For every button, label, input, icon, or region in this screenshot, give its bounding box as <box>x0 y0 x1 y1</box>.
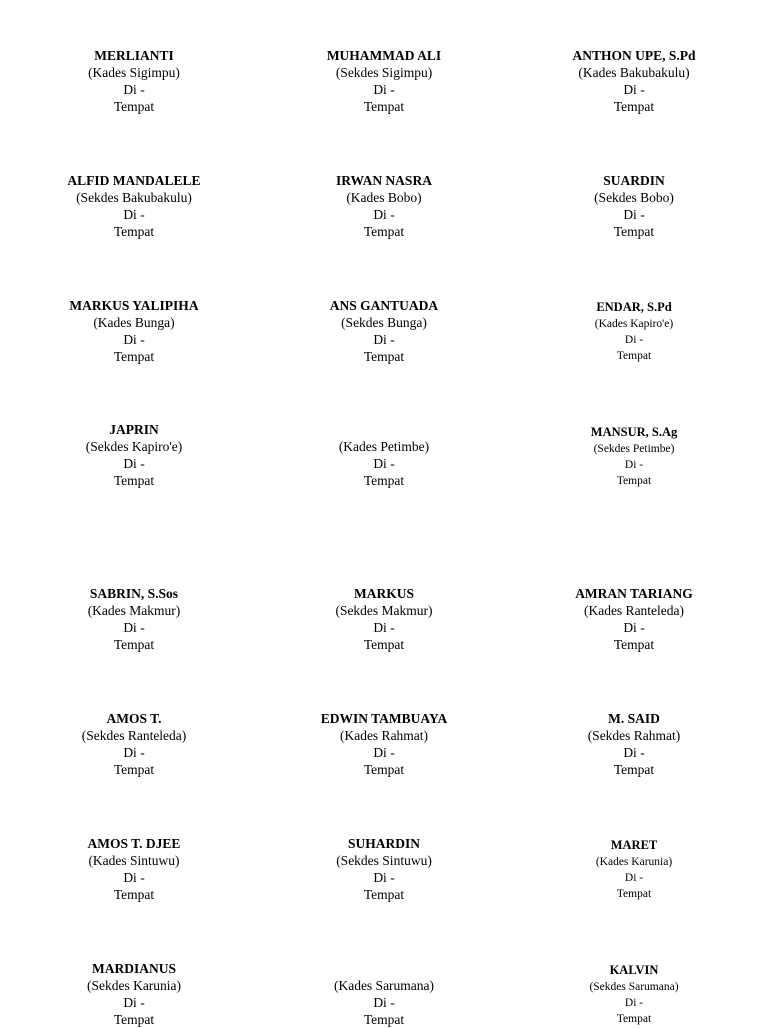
address-label <box>14 960 254 1028</box>
recipient-role: (Sekdes Sarumana) <box>589 981 679 993</box>
recipient-name: ANTHON UPE, S.Pd <box>572 48 696 63</box>
tempat-text: Tempat <box>113 887 155 902</box>
tempat-text: Tempat <box>616 350 652 362</box>
di-text: Di - <box>373 870 395 885</box>
address-label <box>264 585 504 653</box>
recipient-role: (Sekdes Bakubakulu) <box>76 190 192 205</box>
recipient-name: AMRAN TARIANG <box>575 586 693 601</box>
address-label <box>14 297 254 365</box>
recipient-role: (Kades Petimbe) <box>338 439 430 454</box>
tempat-text: Tempat <box>613 762 655 777</box>
di-text: Di - <box>623 620 645 635</box>
recipient-role: (Sekdes Sintuwu) <box>336 853 432 868</box>
recipient-name: KALVIN <box>609 963 659 977</box>
recipient-role: (Kades Ranteleda) <box>583 603 685 618</box>
tempat-text: Tempat <box>363 637 405 652</box>
address-label <box>264 710 504 778</box>
tempat-text: Tempat <box>616 888 652 900</box>
di-text: Di - <box>624 872 644 884</box>
address-label <box>514 47 754 115</box>
address-label <box>514 962 754 1027</box>
recipient-role: (Kades Rahmat) <box>339 728 429 743</box>
tempat-text: Tempat <box>113 99 155 114</box>
recipient-name: EDWIN TAMBUAYA <box>320 711 448 726</box>
address-label <box>264 960 504 1028</box>
address-label <box>14 47 254 115</box>
recipient-name: AMOS T. <box>106 711 162 726</box>
address-label <box>514 299 754 364</box>
tempat-text: Tempat <box>113 224 155 239</box>
di-text: Di - <box>373 995 395 1010</box>
tempat-text: Tempat <box>113 473 155 488</box>
tempat-text: Tempat <box>613 637 655 652</box>
recipient-role: (Sekdes Bobo) <box>594 190 674 205</box>
di-text: Di - <box>123 995 145 1010</box>
tempat-text: Tempat <box>613 224 655 239</box>
recipient-name: SABRIN, S.Sos <box>89 586 179 601</box>
di-text: Di - <box>123 870 145 885</box>
address-label <box>264 172 504 240</box>
recipient-role: (Sekdes Bunga) <box>341 315 427 330</box>
address-label <box>14 585 254 653</box>
address-label <box>514 837 754 902</box>
tempat-text: Tempat <box>613 99 655 114</box>
recipient-name: ALFID MANDALELE <box>67 173 201 188</box>
address-label <box>264 835 504 903</box>
recipient-role: (Sekdes Ranteleda) <box>81 728 187 743</box>
tempat-text: Tempat <box>363 1012 405 1027</box>
address-label <box>514 585 754 653</box>
recipient-role: (Kades Sintuwu) <box>88 853 180 868</box>
di-text: Di - <box>623 82 645 97</box>
recipient-role: (Sekdes Rahmat) <box>587 728 681 743</box>
di-text: Di - <box>624 459 644 471</box>
recipient-role: (Kades Bunga) <box>93 315 175 330</box>
recipient-role: (Sekdes Makmur) <box>335 603 433 618</box>
recipient-role: (Kades Kapiro'e) <box>594 318 674 330</box>
di-text: Di - <box>373 456 395 471</box>
recipient-name: JAPRIN <box>109 422 159 437</box>
address-label <box>514 172 754 240</box>
recipient-role: (Sekdes Petimbe) <box>593 443 675 455</box>
recipient-role: (Sekdes Kapiro'e) <box>85 439 183 454</box>
recipient-name: ANS GANTUADA <box>329 298 439 313</box>
di-text: Di - <box>373 745 395 760</box>
recipient-name: MARKUS YALIPIHA <box>69 298 199 313</box>
di-text: Di - <box>623 745 645 760</box>
recipient-role: (Kades Bakubakulu) <box>578 65 690 80</box>
address-label <box>14 421 254 489</box>
tempat-text: Tempat <box>616 1013 652 1025</box>
recipient-name: IRWAN NASRA <box>336 173 432 188</box>
recipient-name: MUHAMMAD ALI <box>326 48 442 63</box>
di-text: Di - <box>123 207 145 222</box>
recipient-name: MARKUS <box>354 586 414 601</box>
recipient-name: MARET <box>610 838 658 852</box>
tempat-text: Tempat <box>113 349 155 364</box>
tempat-text: Tempat <box>363 224 405 239</box>
recipient-name: SUARDIN <box>603 173 665 188</box>
recipient-name: M. SAID <box>608 711 660 726</box>
di-text: Di - <box>373 620 395 635</box>
address-label <box>264 47 504 115</box>
tempat-text: Tempat <box>113 1012 155 1027</box>
di-text: Di - <box>373 332 395 347</box>
tempat-text: Tempat <box>363 99 405 114</box>
tempat-text: Tempat <box>363 887 405 902</box>
recipient-role: (Sekdes Karunia) <box>86 978 182 993</box>
address-label <box>264 297 504 365</box>
address-label <box>264 421 504 489</box>
recipient-role: (Sekdes Sigimpu) <box>335 65 433 80</box>
recipient-name: AMOS T. DJEE <box>87 836 181 851</box>
recipient-name: ENDAR, S.Pd <box>596 300 672 314</box>
tempat-text: Tempat <box>363 473 405 488</box>
di-text: Di - <box>624 334 644 346</box>
address-label <box>14 835 254 903</box>
recipient-name: SUHARDIN <box>347 836 420 851</box>
di-text: Di - <box>123 332 145 347</box>
address-label <box>514 424 754 489</box>
di-text: Di - <box>123 456 145 471</box>
di-text: Di - <box>123 620 145 635</box>
tempat-text: Tempat <box>113 762 155 777</box>
recipient-role: (Kades Bobo) <box>346 190 422 205</box>
recipient-role: (Kades Makmur) <box>87 603 181 618</box>
di-text: Di - <box>623 207 645 222</box>
di-text: Di - <box>123 745 145 760</box>
address-label <box>14 172 254 240</box>
di-text: Di - <box>624 997 644 1009</box>
tempat-text: Tempat <box>113 637 155 652</box>
recipient-name: MARDIANUS <box>92 961 176 976</box>
tempat-text: Tempat <box>363 762 405 777</box>
address-label <box>14 710 254 778</box>
recipient-role: (Kades Sigimpu) <box>88 65 180 80</box>
recipient-role: (Kades Karunia) <box>595 856 673 868</box>
recipient-name: MANSUR, S.Ag <box>590 425 678 439</box>
di-text: Di - <box>123 82 145 97</box>
tempat-text: Tempat <box>616 475 652 487</box>
tempat-text: Tempat <box>363 349 405 364</box>
address-label <box>514 710 754 778</box>
di-text: Di - <box>373 82 395 97</box>
di-text: Di - <box>373 207 395 222</box>
recipient-name: MERLIANTI <box>94 48 174 63</box>
recipient-role: (Kades Sarumana) <box>333 978 435 993</box>
